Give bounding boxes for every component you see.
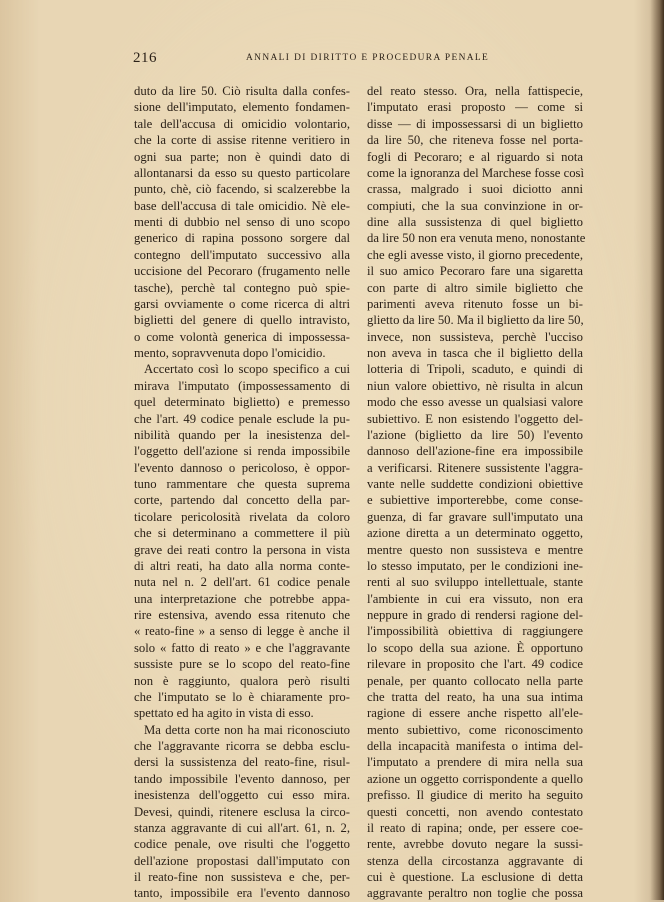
text-line: fogli di Pecoraro; e al riguardo si nota xyxy=(367,149,583,164)
text-line: aggravante peraltro non toglie che possa xyxy=(367,886,583,901)
text-line: garsi ovviamente o come ricerca di altri xyxy=(134,296,350,311)
text-line: neppure in grado di rendersi ragione del- xyxy=(367,608,583,622)
text-line: Devesi, quindi, ritenere esclusa la circo- xyxy=(134,804,350,819)
text-line: rire estensiva, avendo essa ritenuto che xyxy=(134,608,350,622)
text-line: grave dei reati contro la persona in vista xyxy=(134,542,350,557)
text-line: dannoso dell'azione-fine era impossibile xyxy=(367,444,583,459)
text-line: glietto da lire 50. Ma il biglietto da lire 50, xyxy=(367,313,584,328)
text-line: l'imputato erasi proposto — come si xyxy=(367,100,583,115)
text-line: nuta nel n. 2 dell'art. 61 codice penale xyxy=(134,575,350,590)
text-line: dell'azione propostasi dall'imputato con xyxy=(134,853,350,868)
text-line: rente, avrebbe dovuto negare la sussi- xyxy=(367,837,583,852)
left-text-column xyxy=(134,83,350,902)
text-line: cui è questione. La esclusione di detta xyxy=(367,870,583,884)
text-line: o come volontà generica di impossessa- xyxy=(134,329,350,344)
text-line: nibilità quando per la inesistenza del- xyxy=(134,427,350,442)
text-line: lo scopo della sua azione. È opportuno xyxy=(367,640,583,655)
text-line: l'ambiente in cui era vissuto, non era xyxy=(367,591,583,606)
text-line: azione diretta a un determinato oggetto, xyxy=(367,526,583,541)
text-line: lotteria di Tripoli, scaduto, e quindi di xyxy=(367,362,583,377)
text-line: guenza, di far gravare sull'imputato una xyxy=(367,509,583,524)
text-line: rilevare in proposito che l'art. 49 codice xyxy=(367,657,583,672)
text-line: tanto, impossibile era l'evento dannoso xyxy=(134,886,350,901)
text-line: duto da lire 50. Ciò risulta dalla confes- xyxy=(134,84,350,98)
text-line: azione un oggetto corrispondente a quello xyxy=(367,771,583,786)
text-line: parimenti aveva ritenuto fosse un bi- xyxy=(367,296,583,311)
text-line: tale dell'accusa di omicidio volontario, xyxy=(134,116,350,131)
text-line: tasche), perchè tal contegno può spie- xyxy=(134,280,350,295)
text-line: biglietti del genere di quello intravisto, xyxy=(134,313,350,328)
text-line: penale, per quanto collocato nella parte xyxy=(367,673,583,688)
running-title: ANNALI DI DIRITTO E PROCEDURA PENALE xyxy=(246,53,490,63)
text-line: il reato di rapina; onde, per essere coe- xyxy=(367,820,583,835)
text-line: l'oggetto dell'azione si renda impossibile xyxy=(134,444,350,459)
text-line: della incapacità manifesta o intima del- xyxy=(367,739,583,753)
text-line: inesistenza dell'oggetto cui esso mira. xyxy=(134,788,350,803)
text-line: e subiettive importerebbe, come conse- xyxy=(367,493,583,508)
text-line: solo « fatto di reato » e che l'aggravante xyxy=(134,640,350,655)
text-line: sussiste pure se lo scopo del reato-fine xyxy=(134,657,350,672)
text-line: l'evento dannoso o pericoloso, è oppor- xyxy=(134,460,350,475)
page-header xyxy=(133,50,588,70)
text-line: tando impossibile l'evento dannoso, per xyxy=(134,771,350,786)
text-line: che egli avesse visto, il giorno precedente, xyxy=(367,247,583,262)
text-line: di altri reati, ha dato alla norma conte- xyxy=(134,558,350,573)
text-line: crassa, malgrado i suoi diciotto anni xyxy=(367,182,583,197)
text-line: punto, chè, ciò facendo, si scalzerebbe la xyxy=(134,182,350,197)
text-line: invece, non sussisteva, perchè l'ucciso xyxy=(367,329,583,344)
right-text-column xyxy=(367,83,586,902)
text-line: non è raggiunto, qualora però risulti xyxy=(134,673,350,688)
text-line: che si determinano a commettere il più xyxy=(134,526,350,541)
text-line: ragione di essere anche rispetto all'ele- xyxy=(367,706,583,721)
text-line: il reato-fine non sussisteva e che, per- xyxy=(134,870,350,884)
text-line: dersi la sussistenza del reato-fine, risul- xyxy=(134,755,350,770)
text-line: stanza aggravante di cui all'art. 61, n. 2, xyxy=(134,820,350,835)
text-line: codice penale, ove risulti che l'oggetto xyxy=(134,837,350,852)
text-line: il suo amico Pecoraro fare una sigaretta xyxy=(367,264,583,279)
text-line: che l'art. 49 codice penale esclude la pu- xyxy=(134,411,350,426)
text-line: come la ignoranza del Marchese fosse così xyxy=(367,165,585,180)
text-line: dine alla sussistenza di quel biglietto xyxy=(367,215,583,229)
text-line: che la corte di assise ritenne veritiero in xyxy=(134,133,350,148)
text-line: da lire 50 non era venuta meno, nonostante xyxy=(367,231,586,246)
text-line: che tratta del reato, ha una sua intima xyxy=(367,689,583,704)
text-line: Ma detta corte non ha mai riconosciuto xyxy=(144,722,350,737)
text-line: che l'aggravante ricorra se debba esclu- xyxy=(134,739,350,753)
text-line: « reato-fine » a senso di legge è anche il xyxy=(134,624,350,639)
text-line: quel determinato biglietto) e premesso xyxy=(134,395,350,410)
text-line: lo stesso imputato, per le condizioni ine- xyxy=(367,558,583,573)
text-line: ogni sua parte; non è quindi dato di xyxy=(134,149,350,164)
text-line: stenza della circostanza aggravante di xyxy=(367,853,583,868)
text-line: ticolare pericolosità rivelata da coloro xyxy=(134,509,350,524)
text-line: una interpretazione che potrebbe appa- xyxy=(134,591,350,606)
text-line: niun valore obiettivo, nè risulta in alcun xyxy=(367,378,583,393)
text-line: Accertato così lo scopo specifico a cui xyxy=(144,362,350,377)
text-line: l'azione (biglietto da lire 50) l'evento xyxy=(367,427,583,442)
text-line: generico di rapina possono sorgere dal xyxy=(134,231,350,246)
text-line: base dell'accusa di tale omicidio. Nè ele- xyxy=(134,198,350,213)
text-line: mentre questo non sussisteva e mentre xyxy=(367,542,583,557)
text-line: sione dell'imputato, elemento fondamen- xyxy=(134,100,350,115)
text-line: subiettivo. E non esistendo l'oggetto del- xyxy=(367,411,583,426)
text-line: compiuti, che la sua convinzione in or- xyxy=(367,198,583,213)
text-line: vante nelle suddette condizioni obiettive xyxy=(367,477,583,491)
text-line: spettato ed ha agito in vista di esso. xyxy=(134,706,314,721)
text-line: corte, partendo dal concetto della par- xyxy=(134,493,350,508)
text-line: a verificarsi. Ritenere sussistente l'aggra- xyxy=(367,460,583,475)
text-line: l'imputato a prendere di mira nella sua xyxy=(367,755,583,770)
text-line: allontanarsi da esso su questo particolare xyxy=(134,165,350,180)
text-line: da lire 50, che riteneva fosse nel porta- xyxy=(367,133,583,148)
text-line: modo che esso avesse un qualsiasi valore xyxy=(367,395,583,410)
page-edge-shadow xyxy=(650,0,664,900)
text-line: tuno rammentare che questa suprema xyxy=(134,477,350,491)
text-line: non aveva in tasca che il biglietto della xyxy=(367,346,583,360)
text-line: mirava l'imputato (impossessamento di xyxy=(134,378,350,393)
text-line: prefisso. Il giudice di merito ha seguito xyxy=(367,788,583,803)
text-line: renti al suo sviluppo intellettuale, stante xyxy=(367,575,583,590)
text-line: del reato stesso. Ora, nella fattispecie, xyxy=(367,84,583,98)
text-line: che l'imputato se lo è chiaramente pro- xyxy=(134,689,350,704)
text-line: questi concetti, non avendo contestato xyxy=(367,804,583,819)
text-line: mento subiettivo, come riconoscimento xyxy=(367,722,583,737)
page-number: 216 xyxy=(133,50,157,66)
text-line: menti di dubbio nel senso di uno scopo xyxy=(134,215,350,229)
text-line: mento, sopravvenuta dopo l'omicidio. xyxy=(134,346,326,360)
text-line: contegno dell'imputato successivo alla xyxy=(134,247,350,262)
text-line: con parte di altro simile biglietto che xyxy=(367,280,583,295)
text-line: l'impossibilità obiettiva di raggiungere xyxy=(367,624,583,639)
text-line: uccisione del Pecoraro (frugamento nelle xyxy=(134,264,350,279)
text-line: disse — di impossessarsi di un biglietto xyxy=(367,116,583,131)
